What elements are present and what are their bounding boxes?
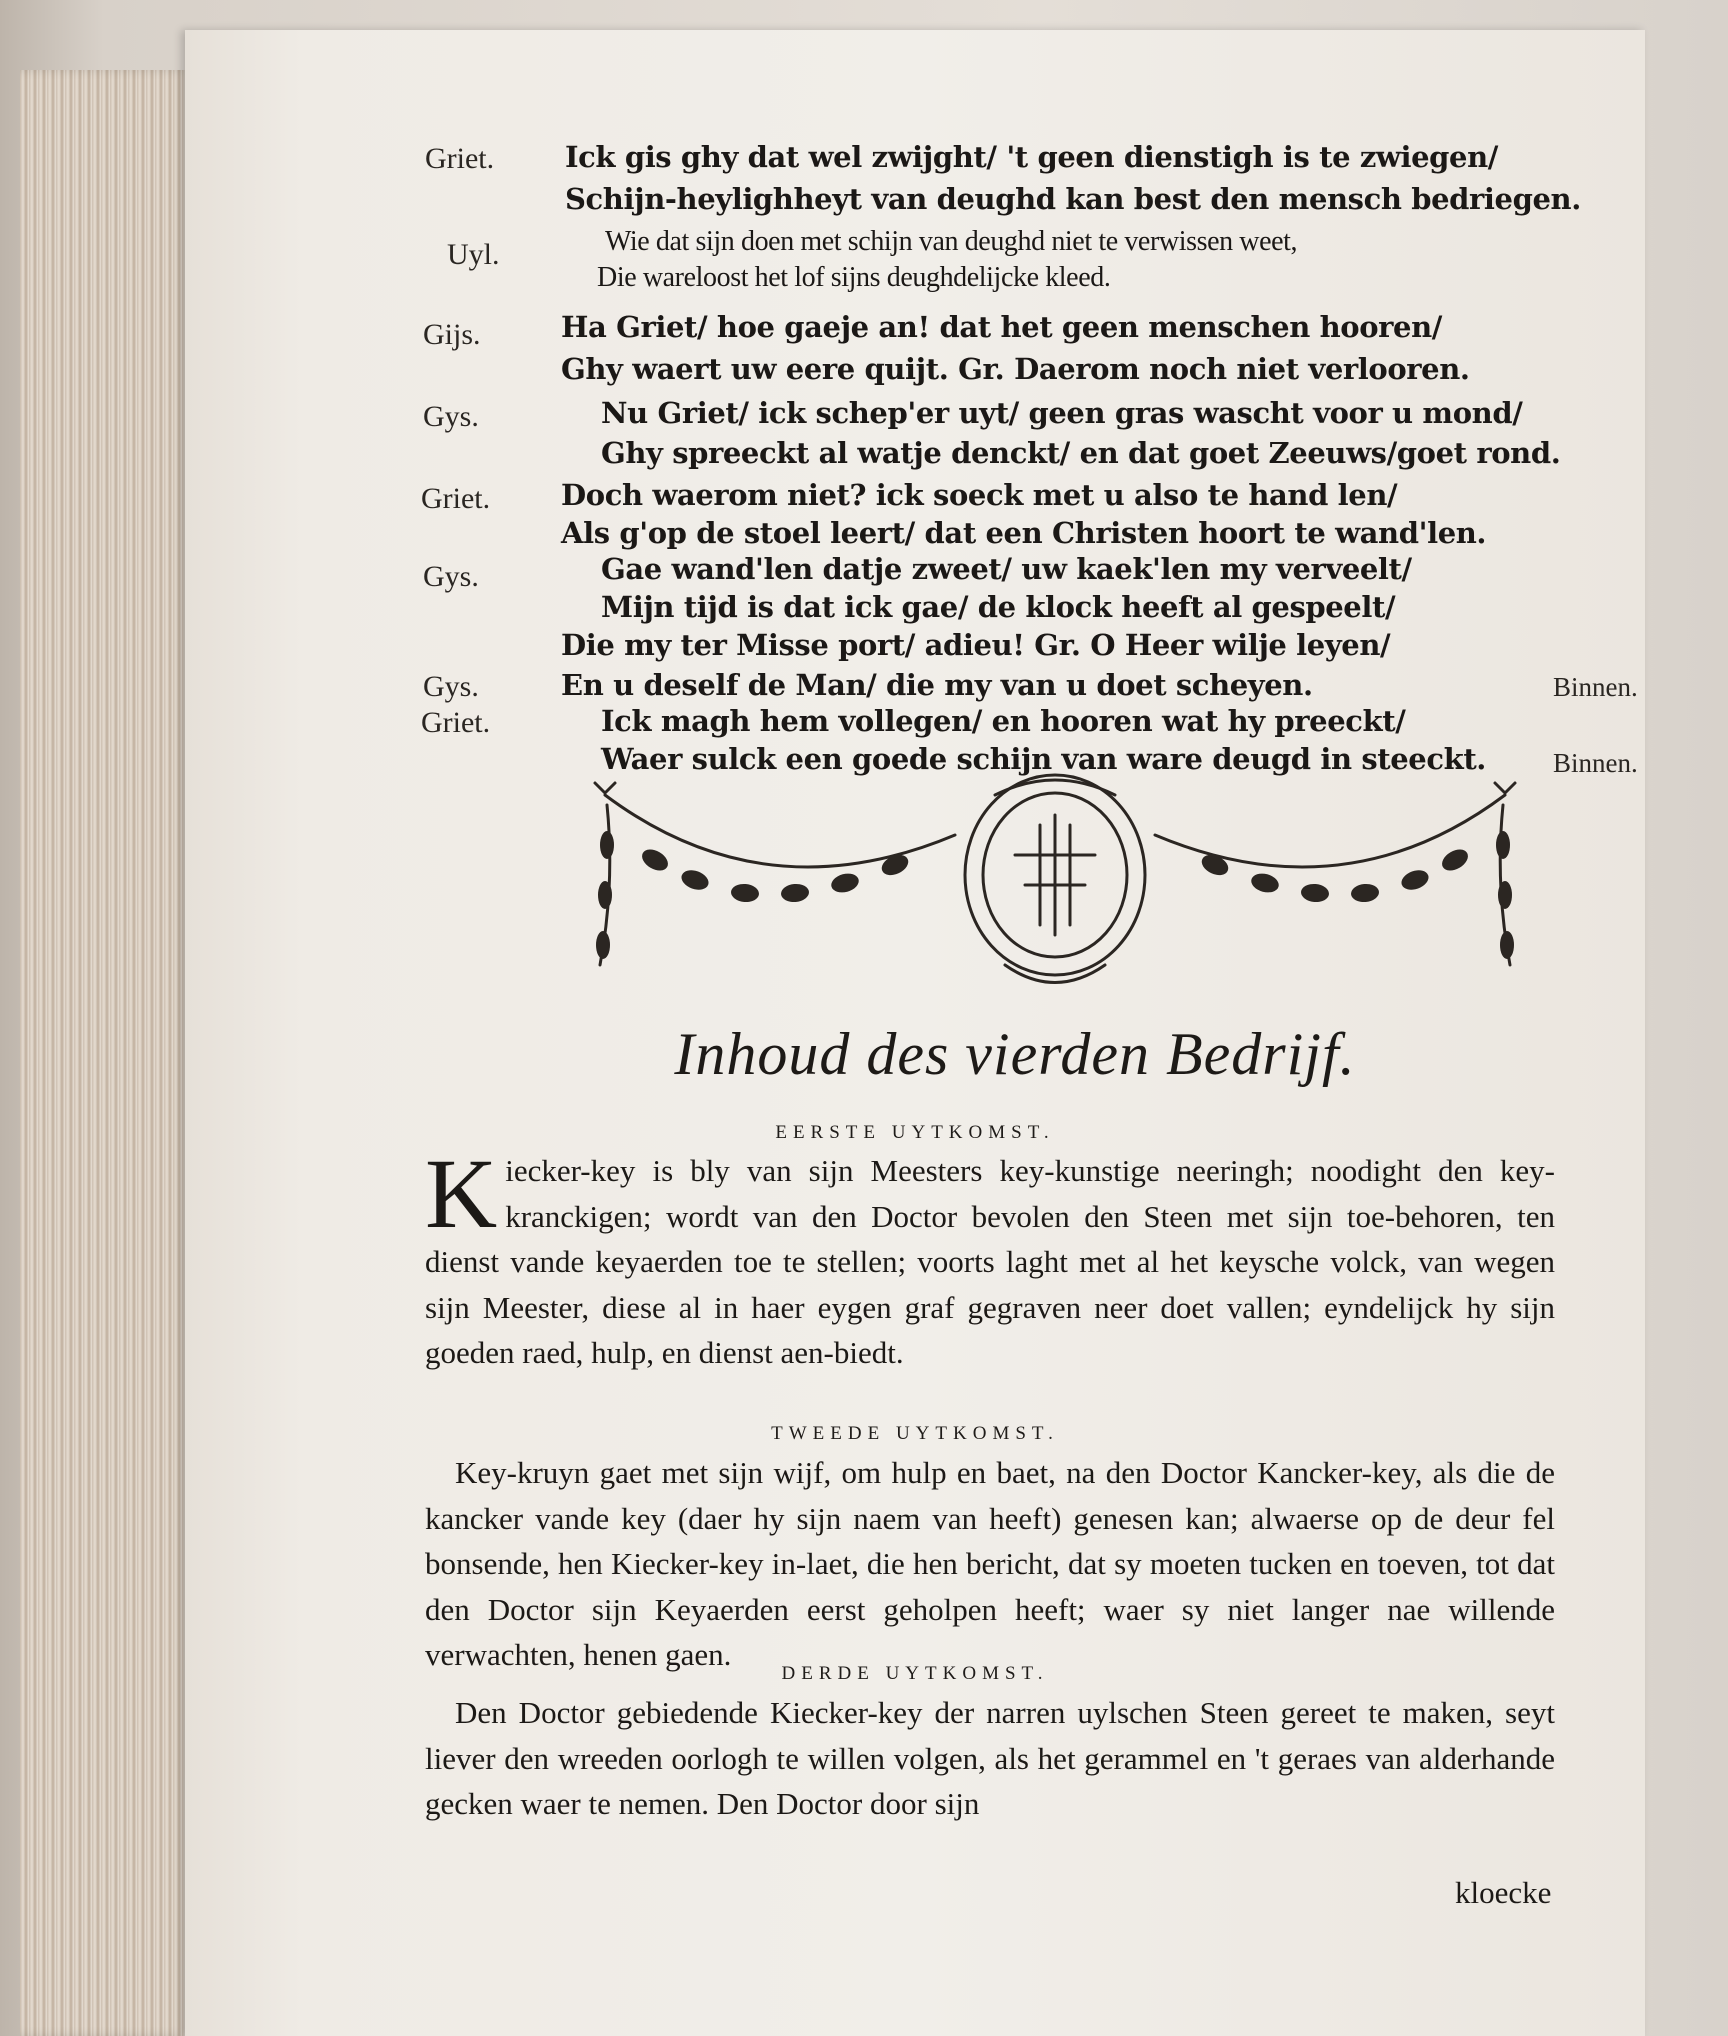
section-text — [425, 1138, 1555, 1376]
verse-line: Doch waerom niet? ick soeck met u also te hand len/ — [561, 478, 1398, 512]
verse-line: Schijn-heylighheyt van deughd kan best den mensch bedriegen. — [565, 182, 1581, 216]
section-heading: TWEEDE UYTKOMST. — [771, 1423, 1059, 1444]
drop-capital: K — [425, 1138, 498, 1249]
verse-row — [185, 436, 1645, 476]
section-text — [425, 1450, 1555, 1678]
verse-row — [185, 226, 1645, 271]
speaker-label: Griet. — [421, 482, 491, 515]
stage-direction: Binnen. — [1553, 672, 1638, 702]
verse-line: Ha Griet/ hoe gaeje an! dat het geen menschen hooren/ — [561, 310, 1442, 344]
section-title: Inhoud des vierden Bedrijf. — [674, 1021, 1356, 1087]
speaker-label: Griet. — [425, 142, 495, 175]
verse-row — [185, 590, 1645, 630]
verse-line: Ick magh hem vollegen/ en hooren wat hy preeckt/ — [601, 704, 1406, 738]
verse-row — [185, 352, 1645, 392]
speaker-label: Griet. — [421, 706, 491, 739]
verse-row — [185, 628, 1645, 668]
verse-line: Als g'op de stoel leert/ dat een Christen hoort te wand'len. — [561, 516, 1487, 550]
speaker-label: Gys. — [423, 670, 479, 703]
verse-row — [185, 396, 1645, 436]
catchword: kloecke — [1455, 1875, 1552, 1910]
verse-line: Waer sulck een goede schijn van ware deugd in steeckt. — [601, 742, 1487, 776]
verse-line: Wie dat sijn doen met schijn van deughd niet te verwissen weet, — [605, 226, 1298, 257]
verse-line: En u deself de Man/ die my van u doet scheyen. — [561, 668, 1313, 702]
section-heading: EERSTE UYTKOMST. — [775, 1122, 1055, 1143]
verse-row — [185, 310, 1645, 350]
book-page — [185, 30, 1645, 2036]
speaker-label: Uyl. — [447, 238, 500, 271]
verse-line: Ick gis ghy dat wel zwijght/ 't geen dienstigh is te zwiegen/ — [565, 140, 1498, 174]
verse-row — [185, 478, 1645, 518]
paragraph: Den Doctor gebiedende Kiecker-key der narren uylschen Steen gereet te maken, seyt liever den wreeden oorlogh te willen volgen, als het gerammel en 't geraes van alderhande gecken waer te nemen. Den Doctor door sijn — [425, 1695, 1555, 1821]
verse-line: Nu Griet/ ick schep'er uyt/ geen gras wascht voor u mond/ — [601, 396, 1523, 430]
verse-line: Gae wand'len datje zweet/ uw kaek'len my verveelt/ — [601, 552, 1412, 586]
paragraph: Key-kruyn gaet met sijn wijf, om hulp en baet, na den Doctor Kancker-key, als die de kancker vande key (daer hy sijn naem van heeft) genesen kan; alwaerse op de deur fel bonsende, hen Kiecker-key in-laet, die hen bericht, dat sy moeten tucken en toeven, tot dat den Doctor sijn Keyaerden eerst geholpen heeft; waer sy niet langer nae willende verwachten, henen gaen. — [425, 1455, 1555, 1672]
verse-line: Die my ter Misse port/ adieu! Gr. O Heer wilje leyen/ — [561, 628, 1391, 662]
speaker-label: Gijs. — [423, 318, 481, 351]
verse-line: Ghy waert uw eere quijt. Gr. Daerom noch niet verlooren. — [561, 352, 1470, 386]
verse-row — [185, 262, 1645, 302]
garland-ornament-icon — [585, 765, 1525, 1010]
verse-line: Die wareloost het lof sijns deughdelijcke kleed. — [597, 262, 1111, 293]
book-page-edges — [20, 70, 190, 2036]
verse-row — [185, 140, 1645, 180]
verse-row — [185, 182, 1645, 222]
speaker-label: Gys. — [423, 560, 479, 593]
paragraph: iecker-key is bly van sijn Meesters key-kunstige neeringh; noodight den key-kranckigen; wordt van den Doctor bevolen den Steen met sijn toe-behoren, ten dienst vande keyaerden toe te stellen; voorts laght met al het keysche volck, van wegen sijn Meester, diese al in haer eygen graf gegraven neer doet vallen; eyndelijck hy sijn goeden raed, hulp, en dienst aen-biedt. — [425, 1153, 1555, 1370]
speaker-label: Gys. — [423, 400, 479, 433]
stage-direction: Binnen. — [1553, 748, 1638, 778]
section-text — [425, 1690, 1555, 1827]
verse-line: Ghy spreeckt al watje denckt/ en dat goet Zeeuws/goet rond. — [601, 436, 1561, 470]
verse-row — [185, 668, 1645, 708]
section-heading: DERDE UYTKOMST. — [781, 1663, 1049, 1684]
verse-row — [185, 704, 1645, 744]
verse-row — [185, 516, 1645, 556]
verse-line: Mijn tijd is dat ick gae/ de klock heeft al gespeelt/ — [601, 590, 1396, 624]
verse-row — [185, 552, 1645, 592]
